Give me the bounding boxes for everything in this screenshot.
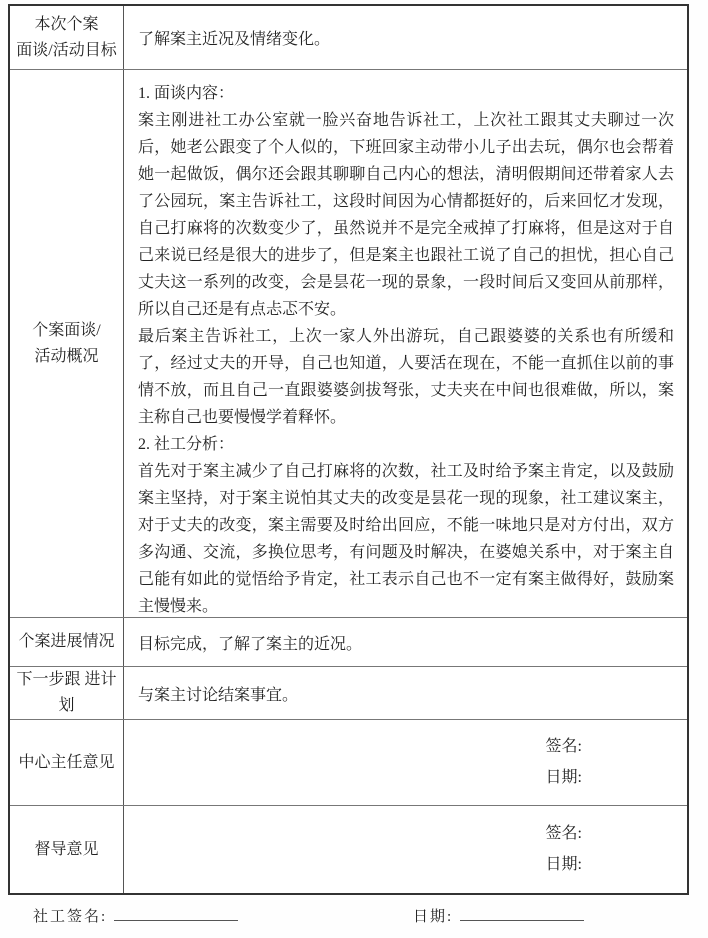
overview-analysis-paragraph: 首先对于案主减少了自己打麻将的次数，社工及时给予案主肯定，以及鼓励案主坚持，对于案主说怕其丈夫的改变是昙花一现的现象，社工建议案主，对于丈夫的改变，案主需要及时给出回应，不能一味地只是对方付出，双方多沟通、交流，多换位思考，有问题及时解决，在婆媳关系中，对于案主自己能有如此的觉悟给予肯定，社工表示自己也不一定有案主做得好，鼓励案主慢慢来。 — [138, 463, 674, 615]
supervisor-sign-block — [546, 820, 674, 879]
case-progress-label: 个案进展情况 — [18, 633, 115, 650]
row-supervisor-opinion — [10, 806, 687, 893]
case-form-table — [8, 4, 689, 895]
session-goal-content-cell — [124, 6, 687, 69]
supervisor-opinion-label: 督导意见 — [34, 840, 99, 858]
footer-date-group — [413, 905, 584, 926]
director-date-label: 日期: — [545, 769, 582, 786]
session-goal-text: 了解案主近况及情绪变化。 — [138, 31, 331, 48]
session-goal-label-cell — [10, 6, 124, 69]
row-next-plan — [10, 667, 687, 720]
worker-signature-label: 社工签名: — [33, 909, 108, 925]
footer-signature-area — [0, 903, 708, 933]
row-session-overview — [10, 70, 687, 618]
session-goal-label-line1: 本次个案 — [34, 15, 99, 33]
director-sign-block — [546, 733, 674, 792]
row-director-opinion — [10, 720, 687, 806]
worker-signature-group — [33, 905, 238, 926]
supervisor-opinion-label-cell — [10, 806, 124, 893]
next-plan-label-cell — [10, 667, 124, 719]
director-opinion-label: 中心主任意见 — [18, 753, 115, 771]
case-progress-label-cell — [10, 618, 124, 666]
session-goal-label-line2: 面谈/活动目标 — [16, 41, 117, 59]
overview-interview-paragraph-1: 案主刚进社工办公室就一脸兴奋地告诉社工，上次社工跟其丈夫聊过一次后，她老公跟变了个人似的，下班回家主动带小儿子出去玩，偶尔也会帮着她一起做饭，偶尔还会跟其聊聊自己内心的想法，清明假期间还带着家人去了公园玩，案主告诉社工，这段时间因为心情都挺好的，后来回忆才发现，自己打麻将的次数变少了，虽然说并不是完全戒掉了打麻将，但是这对于自己来说已经是很大的进步了，但是案主也跟社工说了自己的担忧，担心自己丈夫这一系列的改变，会是昙花一现的景象，一段时间后又变回从前那样，所以自己还是有点忐忑不安。 — [138, 112, 674, 318]
overview-interview-paragraph-2: 最后案主告诉社工，上次一家人外出游玩，自己跟婆婆的关系也有所缓和了，经过丈夫的开导，自己也知道，人要活在现在，不能一直抓住以前的事情不放，而且自己一直跟婆婆剑拔弩张，丈夫夹在中间也很难做，所以，案主称自己也要慢慢学着释怀。 — [138, 328, 674, 426]
footer-date-label: 日期: — [413, 909, 454, 925]
worker-signature-blank[interactable] — [114, 905, 238, 921]
session-overview-content-cell — [124, 70, 687, 617]
next-plan-content-cell — [124, 667, 687, 719]
next-plan-label: 下一步跟 进计划 — [16, 671, 117, 714]
director-signature-label: 签名: — [545, 738, 582, 755]
footer-date-blank[interactable] — [460, 905, 584, 921]
session-overview-label-cell — [10, 70, 124, 617]
row-session-goal — [10, 6, 687, 70]
supervisor-signature-label: 签名: — [545, 825, 582, 842]
case-progress-content-cell — [124, 618, 687, 666]
overview-heading-analysis: 2. 社工分析： — [138, 436, 235, 453]
director-opinion-content-cell[interactable] — [124, 720, 687, 805]
row-case-progress — [10, 618, 687, 667]
next-plan-text: 与案主讨论结案事宜。 — [138, 686, 299, 704]
case-progress-text: 目标完成，了解了案主的近况。 — [138, 635, 363, 653]
supervisor-date-label: 日期: — [545, 856, 582, 873]
session-overview-label-line1: 个案面谈/ — [32, 321, 101, 339]
director-opinion-label-cell — [10, 720, 124, 805]
supervisor-opinion-content-cell[interactable] — [124, 806, 687, 893]
overview-heading-interview: 1. 面谈内容： — [138, 85, 235, 102]
session-overview-label-line2: 活动概况 — [34, 347, 99, 365]
